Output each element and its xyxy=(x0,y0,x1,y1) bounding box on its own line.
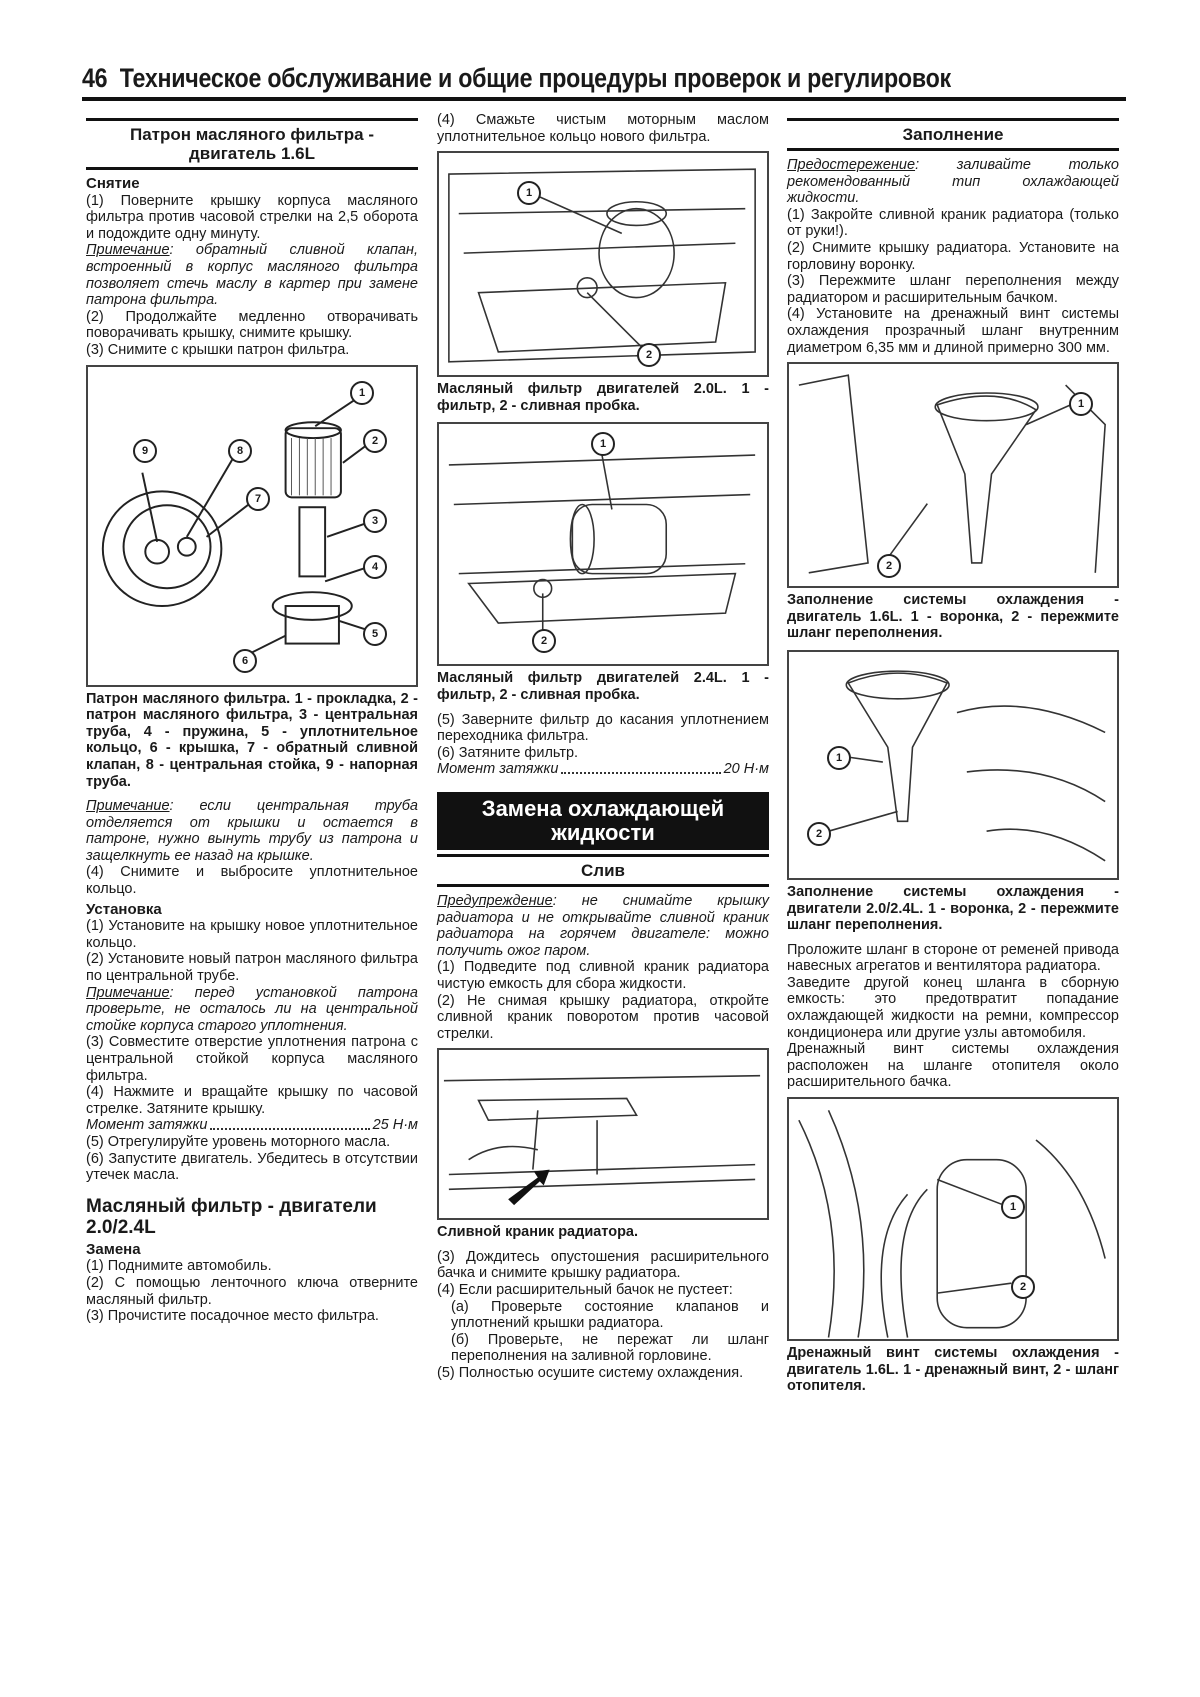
callout-2: 2 xyxy=(807,822,831,846)
step-tighten-filter: (6) Затяните фильтр. xyxy=(437,744,579,761)
figure-oil-cartridge xyxy=(86,365,418,687)
callout-2: 2 xyxy=(637,343,661,367)
callout-1: 1 xyxy=(1069,392,1093,416)
callout-9: 9 xyxy=(133,439,157,463)
callout-1: 1 xyxy=(350,381,374,405)
figure-caption: Патрон масляного фильтра. 1 - прокладка, 2 - патрон масляного фильтра, 3 - центральная труба, 4 - пружина, 5 - уплотнительное кольцо, 6 - крышка, 7 - обратный сливной клапан, 8 - центральная стойка, 9 - напорная труба. xyxy=(86,690,418,790)
figure-oil-filter-2.0 xyxy=(437,151,769,377)
removal-step-3: (3) Снимите с крышки патрон фильтра. xyxy=(86,341,350,358)
funnel-1.6-illustration xyxy=(789,364,1117,586)
callout-2: 2 xyxy=(532,629,556,653)
callout-3: 3 xyxy=(363,509,387,533)
callout-7: 7 xyxy=(246,487,270,511)
install-heading: Установка xyxy=(86,900,162,918)
page-title xyxy=(82,62,980,94)
fill-step-1: (1) Закройте сливной краник радиатора (только от руки!). xyxy=(787,206,1119,240)
figure-caption-drain-screw: Дренажный винт системы охлаждения - двигатель 1.6L. 1 - дренажный винт, 2 - шланг отопителя. xyxy=(787,1345,1119,1395)
para-route-hose: Проложите шланг в стороне от ременей привода навесных агрегатов и вентилятора радиатора. xyxy=(787,941,1119,975)
step-tighten-contact: (5) Заверните фильтр до касания уплотнением переходника фильтра. xyxy=(437,711,769,745)
removal-step-2: (2) Продолжайте медленно отворачивать поворачивать крышку, снимите крышку. xyxy=(86,308,418,342)
note-check-valve: Примечание: обратный сливной клапан, встроенный в корпус масляного фильтра позволяет стечь маслу в картер при замене патрона фильтра. xyxy=(86,242,418,309)
figure-caption-2.0: Масляный фильтр двигателей 2.0L. 1 - фильтр, 2 - сливная пробка. xyxy=(437,381,769,414)
figure-fill-1.6 xyxy=(787,362,1119,588)
figure-caption-fill-2.0-2.4: Заполнение системы охлаждения - двигатели 2.0/2.4L. 1 - воронка, 2 - пережмите шланг переполнения. xyxy=(787,883,1119,934)
callout-2: 2 xyxy=(363,429,387,453)
install-step-4: (4) Нажмите и вращайте крышку по часовой стрелке. Затяните крышку. xyxy=(86,1084,418,1117)
page-header xyxy=(82,62,1126,102)
section-title-oil-filter-2.0-2.4: Масляный фильтр - двигатели 2.0/2.4L xyxy=(86,1195,377,1238)
page-number: 46 xyxy=(82,63,108,93)
fill-step-4: (4) Установите на дренажный винт системы охлаждения прозрачный шланг внутренним диаметром 6,35 мм и длиной примерно 300 мм. xyxy=(787,306,1119,356)
radiator-drain-illustration xyxy=(439,1050,767,1218)
replace-step-2: (2) С помощью ленточного ключа отверните масляный фильтр. xyxy=(86,1274,418,1308)
drain-step-5: (5) Полностью осушите систему охлаждения. xyxy=(437,1365,744,1382)
install-step-2: (2) Установите новый патрон масляного фильтра по центральной трубе. xyxy=(86,951,418,985)
replace-heading: Замена xyxy=(86,1240,141,1258)
callout-1: 1 xyxy=(1001,1195,1025,1219)
column-middle xyxy=(437,112,769,1382)
column-left xyxy=(86,112,418,1325)
removal-heading: Снятие xyxy=(86,175,140,192)
header-rule xyxy=(82,97,1126,101)
figure-drain-screw-1.6 xyxy=(787,1097,1119,1341)
install-step-3: (3) Совместите отверстие уплотнения патрона с центральной стойкой корпуса масляного фильтра. xyxy=(86,1034,418,1084)
torque-spec: Момент затяжки 20 Н·м xyxy=(437,761,769,778)
column-right xyxy=(787,112,1119,1403)
removal-step-4: (4) Снимите и выбросите уплотнительное кольцо. xyxy=(86,864,418,898)
callout-5: 5 xyxy=(363,622,387,646)
drain-step-3: (3) Дождитесь опустошения расширительного бачка и снимите крышку радиатора. xyxy=(437,1248,769,1282)
note-central-tube: Примечание: если центральная труба отделяется от крышки и остается в патроне, нужно вынуть трубу из патрона и защелкнуть ее назад на крышке. xyxy=(86,798,418,864)
para-hose-end: Заведите другой конец шланга в сборную емкость: это предотвратит попадание охлаждающей жидкости на ремни, компрессор кондиционера или другие узлы автомобиля. xyxy=(787,974,1119,1041)
note-old-seal: Примечание: перед установкой патрона проверьте, не осталось ли на центральной стойке корпуса старого уплотнения. xyxy=(86,984,418,1034)
figure-fill-2.0-2.4 xyxy=(787,650,1119,880)
install-step-1: (1) Установите на крышку новое уплотнительное кольцо. xyxy=(86,918,418,951)
replace-step-1: (1) Поднимите автомобиль. xyxy=(86,1258,272,1275)
subsection-fill: Заполнение xyxy=(787,118,1119,151)
chapter-title: Техническое обслуживание и общие процедуры проверок и регулировок xyxy=(119,63,951,93)
para-drain-screw-location: Дренажный винт системы охлаждения расположен на шланге отопителя около расширительного бачка. xyxy=(787,1041,1119,1091)
section-title-coolant-replacement: Замена охлаждающей жидкости xyxy=(437,792,769,850)
section-title-oil-cartridge: Патрон масляного фильтра - двигатель 1.6L xyxy=(86,118,418,170)
drain-step-4b: (б) Проверьте, не пережат ли шланг переполнения на заливной горловине. xyxy=(451,1331,769,1365)
step-lubricate-seal: (4) Смажьте чистым моторным маслом уплотнительное кольцо нового фильтра. xyxy=(437,112,769,145)
figure-caption-fill-1.6: Заполнение системы охлаждения - двигатель 1.6L. 1 - воронка, 2 - пережмите шланг переполнения. xyxy=(787,592,1119,642)
replace-step-3: (3) Прочистите посадочное место фильтра. xyxy=(86,1308,379,1325)
torque-spec: Момент затяжки 25 Н·м xyxy=(86,1117,418,1134)
caution-coolant-type: Предостережение: заливайте только рекомендованный тип охлаждающей жидкости. xyxy=(787,157,1119,207)
fill-step-2: (2) Снимите крышку радиатора. Установите на горловину воронку. xyxy=(787,239,1119,273)
callout-6: 6 xyxy=(233,649,257,673)
drain-step-4: (4) Если расширительный бачок не пустеет: xyxy=(437,1282,733,1299)
drain-step-4a: (а) Проверьте состояние клапанов и уплотнений крышки радиатора. xyxy=(451,1298,769,1332)
figure-oil-filter-2.4 xyxy=(437,422,769,666)
install-step-6: (6) Запустите двигатель. Убедитесь в отсутствии утечек масла. xyxy=(86,1150,418,1184)
callout-1: 1 xyxy=(517,181,541,205)
fill-step-3: (3) Пережмите шланг переполнения между радиатором и расширительным бачком. xyxy=(787,273,1119,306)
engine-2.4-illustration xyxy=(439,424,767,664)
figure-caption-radiator-drain: Сливной краник радиатора. xyxy=(437,1224,639,1241)
callout-1: 1 xyxy=(827,746,851,770)
callout-1: 1 xyxy=(591,432,615,456)
figure-radiator-drain xyxy=(437,1048,769,1220)
install-step-5: (5) Отрегулируйте уровень моторного масла. xyxy=(86,1133,391,1150)
drain-screw-illustration xyxy=(789,1099,1117,1339)
warning-hot-engine: Предупреждение: не снимайте крышку радиатора и не открывайте сливной краник радиатора на горячем двигателе: можно получить ожог паром. xyxy=(437,892,769,959)
subsection-drain: Слив xyxy=(437,854,769,887)
callout-2: 2 xyxy=(877,554,901,578)
drain-step-2: (2) Не снимая крышку радиатора, откройте сливной краник поворотом против часовой стрелки. xyxy=(437,992,769,1042)
drain-step-1: (1) Подведите под сливной краник радиатора чистую емкость для сбора жидкости. xyxy=(437,959,769,992)
removal-step-1: (1) Поверните крышку корпуса масляного фильтра против часовой стрелки на 2,5 оборота и подождите одну минуту. xyxy=(86,192,418,242)
callout-2: 2 xyxy=(1011,1275,1035,1299)
callout-4: 4 xyxy=(363,555,387,579)
callout-8: 8 xyxy=(228,439,252,463)
engine-2.0-illustration xyxy=(439,153,767,375)
figure-caption-2.4: Масляный фильтр двигателей 2.4L. 1 - фильтр, 2 - сливная пробка. xyxy=(437,670,769,703)
